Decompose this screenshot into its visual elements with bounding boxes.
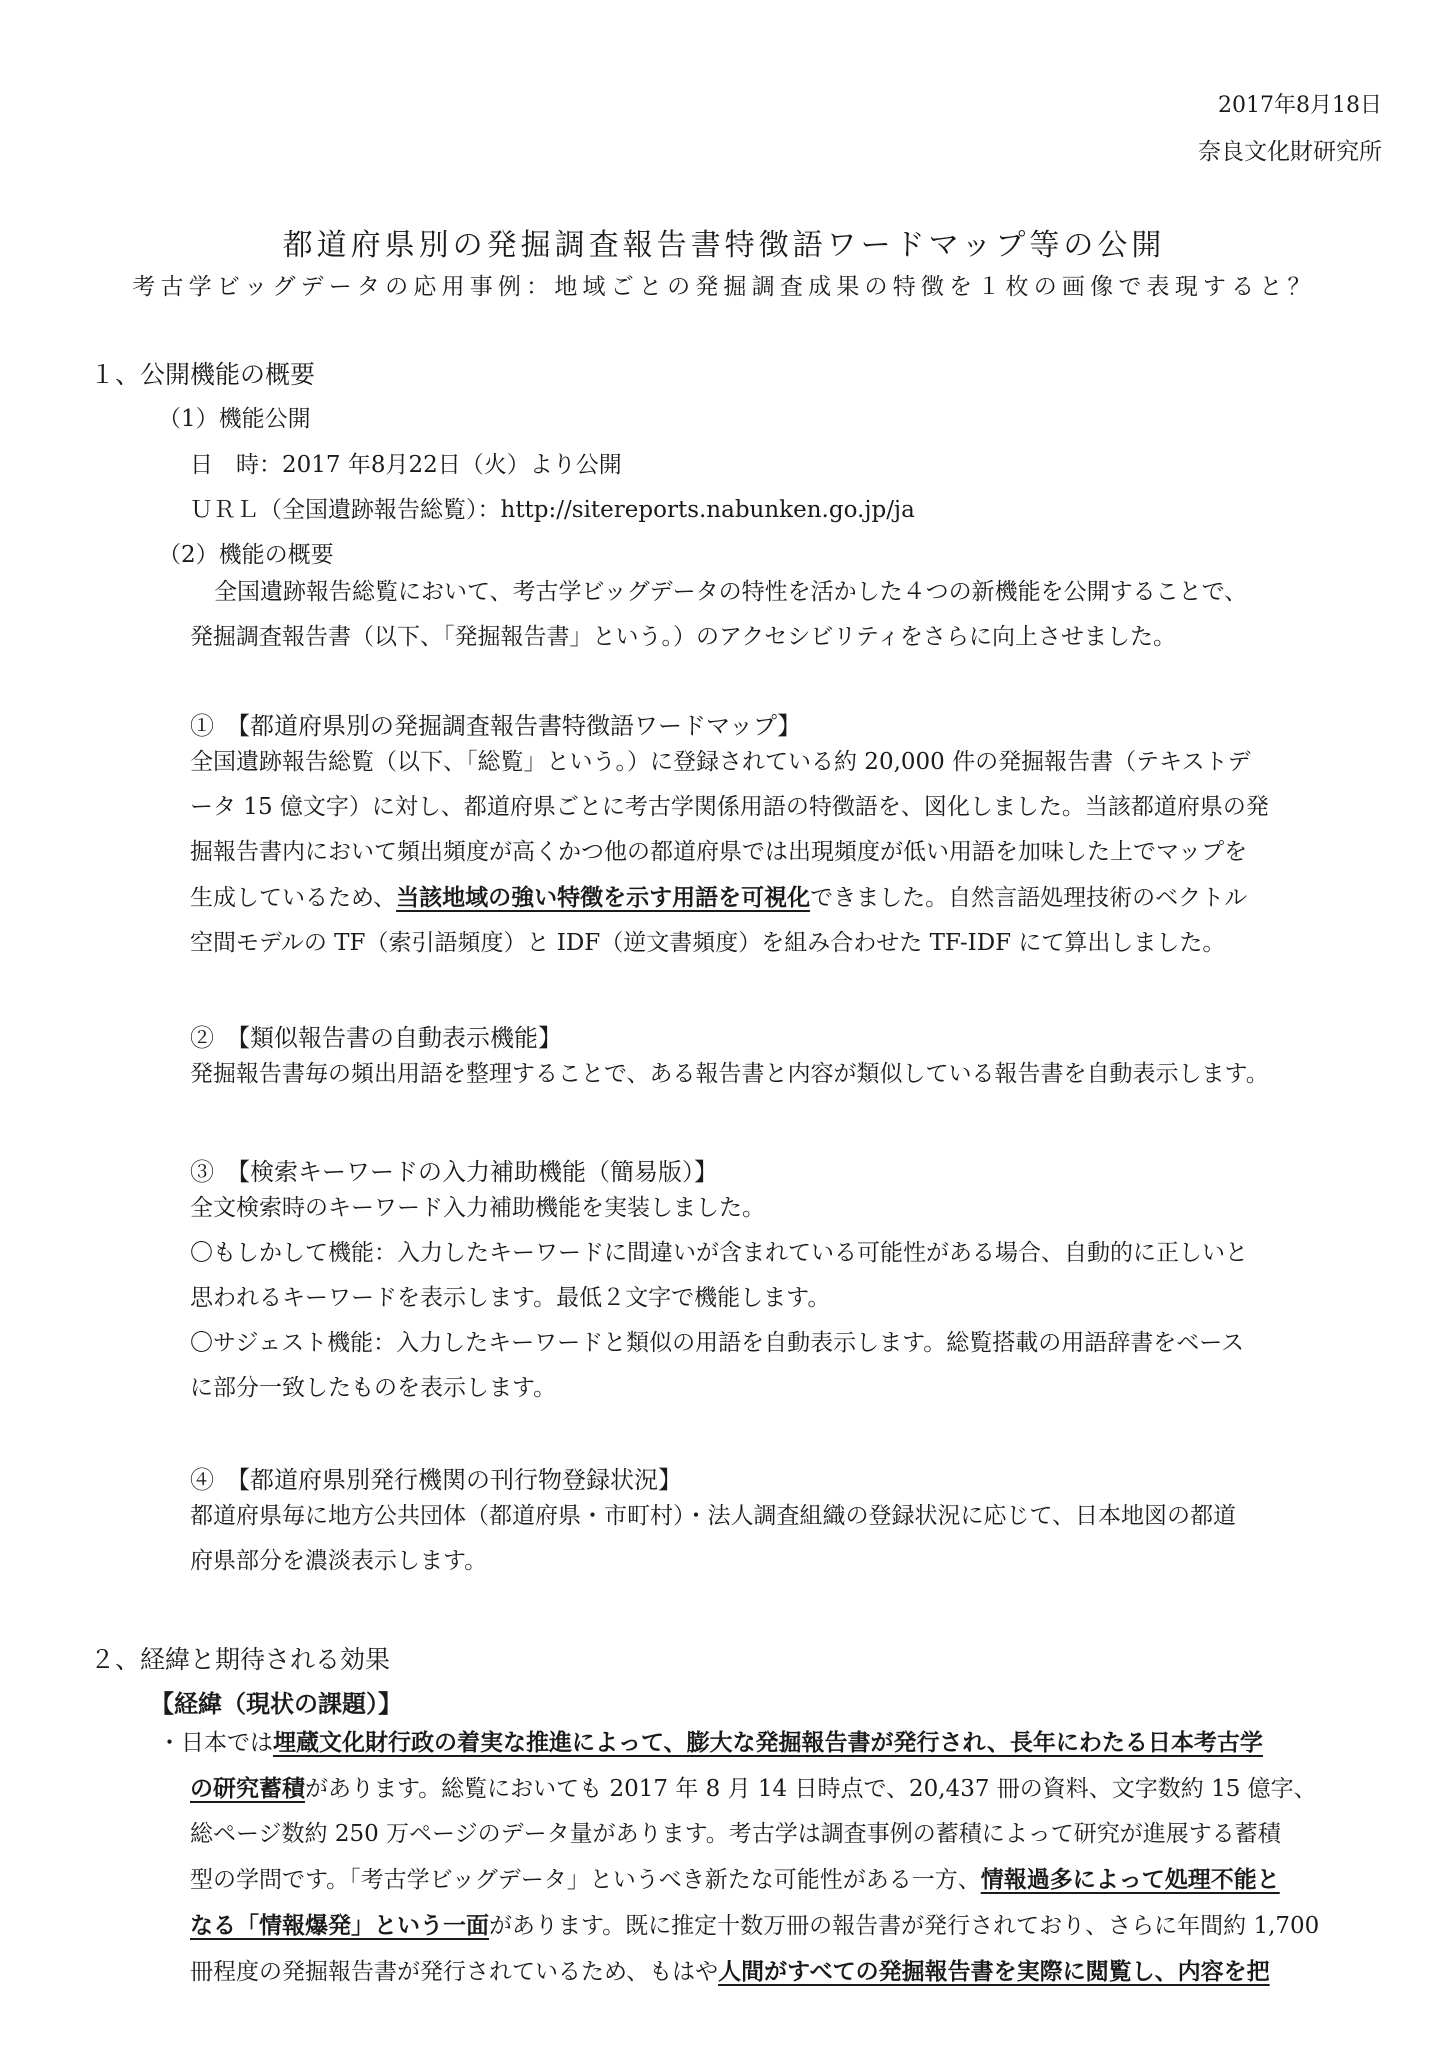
- paragraph-line: 府県部分を濃淡表示します。: [190, 1548, 488, 1574]
- document-date: 2017年8月18日: [1218, 93, 1382, 118]
- paragraph-line: 思われるキーワードを表示します。最低２文字で機能します。: [190, 1285, 831, 1311]
- organization-name: 奈良文化財研究所: [1198, 139, 1382, 165]
- text-segment: 冊程度の発掘報告書が発行されているため、もはや: [190, 1959, 719, 1985]
- release-url-link[interactable]: http://sitereports.nabunken.go.jp/ja: [500, 497, 915, 523]
- paragraph-line: [158, 1766, 1319, 1812]
- paragraph-line: 全文検索時のキーワード入力補助機能を実装しました。: [190, 1195, 765, 1221]
- section-2-heading: ２、経緯と期待される効果: [90, 1645, 391, 1674]
- text-segment: ・日本では: [158, 1730, 273, 1756]
- text-segment: できました。自然言語処理技術のベクトル: [810, 885, 1248, 911]
- release-url: [190, 491, 915, 524]
- paragraph-line: [158, 1949, 1319, 1995]
- document-title: 都道府県別の発掘調査報告書特徴語ワードマップ等の公開: [282, 228, 1166, 263]
- feature-2-paragraph: [190, 1052, 1269, 1097]
- background-paragraph: [158, 1720, 1319, 1995]
- paragraph-line: 都道府県毎に地方公共団体（都道府県・市町村）・法人調査組織の登録状況に応じて、日本地図の都道: [190, 1503, 1237, 1529]
- text-segment: 型の学問です。「考古学ビッグデータ」というべき新たな可能性がある一方、: [190, 1867, 981, 1893]
- background-subheading: 【経緯（現状の課題）】: [150, 1689, 402, 1718]
- paragraph-line: [190, 875, 1269, 921]
- paragraph-line: [158, 1857, 1319, 1903]
- release-datetime: [190, 446, 622, 479]
- paragraph-line: 〇もしかして機能：入力したキーワードに間違いが含まれている可能性がある場合、自動的に正しいと: [190, 1240, 1248, 1266]
- section-1-heading: １、公開機能の概要: [90, 360, 316, 389]
- release-datetime-label: 日 時：: [190, 452, 282, 478]
- paragraph-line: ータ 15 億文字）に対し、都道府県ごとに考古学関係用語の特徴語を、図化しました。当該都道府県の発: [190, 794, 1269, 820]
- feature-4-heading: ④ 【都道府県別発行機関の刊行物登録状況】: [190, 1466, 682, 1494]
- feature-3-heading: ③ 【検索キーワードの入力補助機能（簡易版）】: [190, 1158, 718, 1186]
- paragraph-line: に部分一致したものを表示します。: [190, 1375, 557, 1401]
- feature-1-paragraph: [190, 740, 1269, 966]
- emphasized-text: 当該地域の強い特徴を示す用語を可視化: [396, 884, 811, 911]
- emphasized-text: なる「情報爆発」という一面: [190, 1912, 489, 1939]
- feature-2-heading: ② 【類似報告書の自動表示機能】: [190, 1024, 562, 1052]
- overview-heading: （2）機能の概要: [158, 542, 334, 568]
- document-subtitle: 考古学ビッグデータの応用事例：地域ごとの発掘調査成果の特徴を１枚の画像で表現すると？: [132, 274, 1316, 300]
- text-segment: があります。既に推定十数万冊の報告書が発行されており、さらに年間約 1,700: [489, 1913, 1320, 1939]
- emphasized-text: 情報過多によって処理不能と: [980, 1866, 1280, 1893]
- emphasized-text: の研究蓄積: [190, 1775, 305, 1802]
- feature-1-heading: ① 【都道府県別の発掘調査報告書特徴語ワードマップ】: [190, 712, 802, 740]
- paragraph-line: 総ページ数約 250 万ページのデータ量があります。考古学は調査事例の蓄積によって研究が進展する蓄積: [190, 1821, 1281, 1847]
- release-heading: （1）機能公開: [158, 406, 311, 432]
- text-segment: があります。総覧においても 2017 年 8 月 14 日時点で、20,437 冊の資料、文字数約 15 億字、: [305, 1776, 1317, 1802]
- emphasized-text: 埋蔵文化財行政の着実な推進によって、膨大な発掘報告書が発行され、長年にわたる日本考古学: [273, 1729, 1263, 1756]
- paragraph-line: [158, 1903, 1319, 1949]
- text-segment: 生成しているため、: [190, 885, 397, 911]
- paragraph-line: 発掘報告書毎の頻出用語を整理することで、ある報告書と内容が類似している報告書を自動表示します。: [190, 1061, 1269, 1087]
- release-datetime-value: 2017 年8月22日（火）より公開: [282, 452, 622, 478]
- paragraph-line: [158, 1720, 1319, 1766]
- paragraph-line: 掘報告書内において頻出頻度が高くかつ他の都道府県では出現頻度が低い用語を加味した上でマップを: [190, 839, 1248, 865]
- release-url-label: ＵＲＬ（全国遺跡報告総覧）：: [190, 497, 501, 523]
- paragraph-line: 発掘調査報告書（以下、「発掘報告書」という。）のアクセシビリティをさらに向上させました。: [190, 624, 1177, 650]
- emphasized-text: 人間がすべての発掘報告書を実際に閲覧し、内容を把: [718, 1958, 1270, 1985]
- paragraph-line: 全国遺跡報告総覧において、考古学ビッグデータの特性を活かした４つの新機能を公開することで、: [214, 579, 1248, 605]
- overview-paragraph: [190, 570, 1247, 660]
- feature-4-paragraph: [190, 1494, 1236, 1584]
- paragraph-line: 全国遺跡報告総覧（以下、「総覧」という。）に登録されている約 20,000 件の発掘報告書（テキストデ: [190, 749, 1251, 775]
- feature-3-paragraph: [190, 1186, 1248, 1411]
- paragraph-line: 〇サジェスト機能：入力したキーワードと類似の用語を自動表示します。総覧搭載の用語辞書をベース: [190, 1330, 1245, 1356]
- paragraph-line: 空間モデルの TF（索引語頻度）と IDF（逆文書頻度）を組み合わせた TF-IDF にて算出しました。: [190, 930, 1226, 956]
